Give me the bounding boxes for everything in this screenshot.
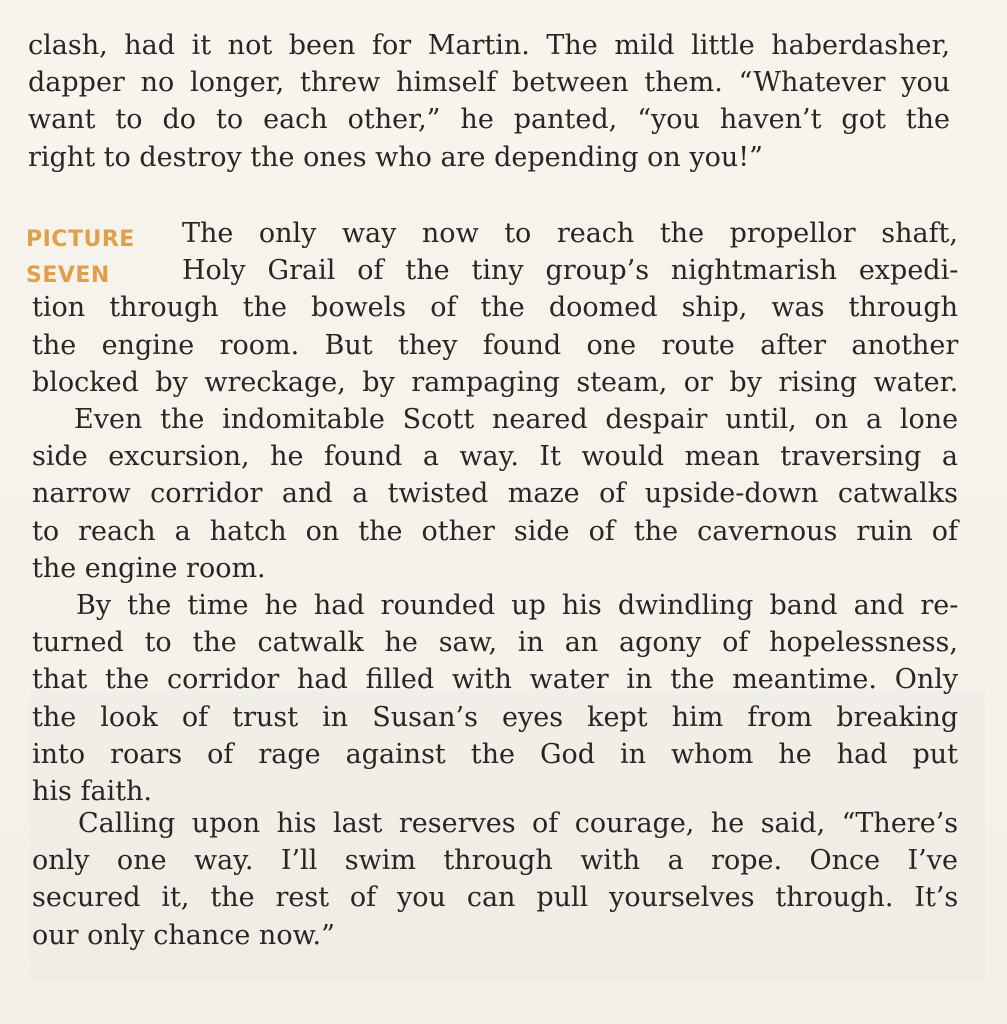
paragraph-2-line: blocked by wreckage, by rampaging steam, or by rising water.	[32, 366, 959, 398]
paragraph-3-line: to reach a hatch on the other side of the cavernous ruin of	[32, 515, 958, 547]
paragraph-3-line: Even the indomitable Scott neared despair until, on a lone	[74, 404, 959, 435]
paragraph-5-line: only one way. I’ll swim through with a rope. Once I’ve	[32, 845, 958, 877]
paragraph-3-line: side excursion, he found a way. It would mean traversing a	[32, 441, 958, 473]
paragraph-1-line: want to do to each other,” he panted, “you haven’t got the	[28, 104, 950, 136]
paragraph-2-line: tion through the bowels of the doomed ship, was through	[32, 292, 958, 324]
paragraph-4	[32, 587, 958, 810]
paragraph-4-line: into roars of rage against the God in whom he had put	[32, 738, 958, 770]
paragraph-3	[32, 401, 958, 587]
paragraph-1-line: right to destroy the ones who are depending on you!”	[28, 141, 763, 173]
paragraph-1-line: dapper no longer, threw himself between them. “Whatever you	[28, 67, 951, 99]
paragraph-2-line: Holy Grail of the tiny group’s nightmarish expedi-	[182, 255, 959, 287]
paragraph-4-line: his faith.	[32, 776, 153, 808]
paragraph-4-line: turned to the catwalk he saw, in an agony of hopelessness,	[32, 627, 958, 659]
paragraph-2	[32, 215, 958, 401]
paragraph-2-line: The only way now to reach the propellor shaft,	[182, 218, 958, 249]
caption-line-2: SEVEN	[26, 263, 110, 288]
paragraph-5	[32, 805, 958, 954]
paragraph-5-line: our only chance now.”	[32, 919, 335, 951]
paragraph-4-line: that the corridor had filled with water in the meantime. Only	[32, 664, 959, 696]
paragraph-2-line: the engine room. But they found one route after another	[32, 329, 959, 361]
paragraph-5-line: Calling upon his last reserves of courage, he said, “There’s	[78, 808, 959, 839]
paragraph-1	[28, 27, 950, 176]
caption-line-1: PICTURE	[26, 227, 135, 252]
paragraph-3-line: the engine room.	[32, 552, 266, 584]
paragraph-4-line: By the time he had rounded up his dwindling band and re-	[76, 590, 959, 621]
paragraph-4-line: the look of trust in Susan’s eyes kept him from breaking	[32, 701, 959, 733]
paragraph-1-line: clash, had it not been for Martin. The mild little haberdasher,	[28, 30, 951, 61]
paragraph-5-line: secured it, the rest of you can pull yourselves through. It’s	[32, 882, 959, 914]
paragraph-3-line: narrow corridor and a twisted maze of upside-down catwalks	[32, 478, 958, 510]
